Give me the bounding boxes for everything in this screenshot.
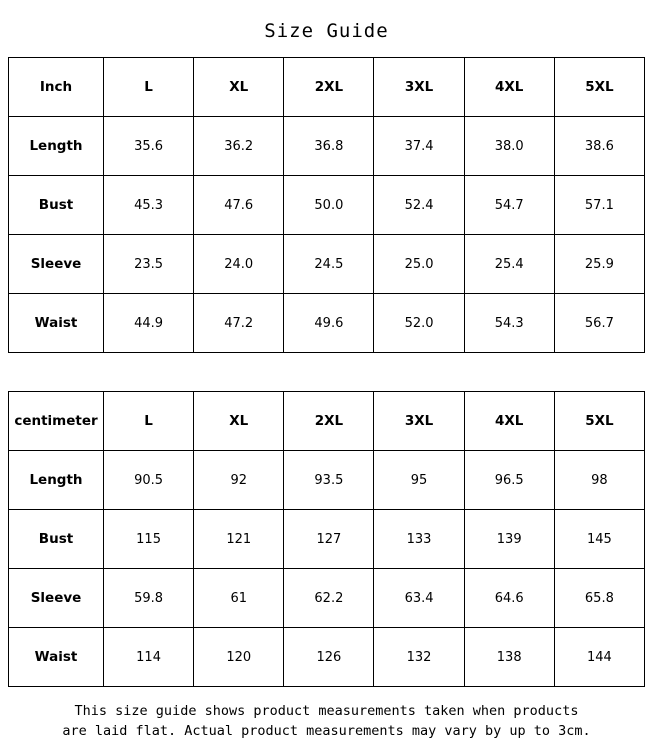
size-table-inch [8,57,645,353]
cell-value: 144 [554,628,644,687]
cell-value: 36.8 [284,117,374,176]
cell-value: 64.6 [464,569,554,628]
cell-value: 98 [554,451,644,510]
table-row [9,510,645,569]
cell-value: 38.6 [554,117,644,176]
cell-value: 54.3 [464,294,554,353]
cell-value: 57.1 [554,176,644,235]
unit-label-inch: Inch [9,58,104,117]
column-header-2xl: 2XL [284,58,374,117]
footnote [0,687,653,741]
cell-value: 61 [194,569,284,628]
table-row [9,628,645,687]
cell-value: 38.0 [464,117,554,176]
cell-value: 37.4 [374,117,464,176]
cell-value: 127 [284,510,374,569]
column-header-3xl: 3XL [374,392,464,451]
cell-value: 24.0 [194,235,284,294]
cell-value: 114 [104,628,194,687]
cell-value: 47.6 [194,176,284,235]
cell-value: 47.2 [194,294,284,353]
cell-value: 139 [464,510,554,569]
page-title: Size Guide [264,20,389,42]
column-header-3xl: 3XL [374,58,464,117]
row-label-bust: Bust [9,510,104,569]
cell-value: 96.5 [464,451,554,510]
row-label-sleeve: Sleeve [9,569,104,628]
cell-value: 54.7 [464,176,554,235]
table-row [9,117,645,176]
table-header-row [9,392,645,451]
cell-value: 132 [374,628,464,687]
cell-value: 52.4 [374,176,464,235]
row-label-waist: Waist [9,294,104,353]
cell-value: 133 [374,510,464,569]
cell-value: 45.3 [104,176,194,235]
cell-value: 90.5 [104,451,194,510]
cell-value: 50.0 [284,176,374,235]
cell-value: 120 [194,628,284,687]
table-row [9,569,645,628]
table-spacer [0,353,653,391]
row-label-length: Length [9,451,104,510]
cell-value: 25.9 [554,235,644,294]
cell-value: 24.5 [284,235,374,294]
row-label-bust: Bust [9,176,104,235]
column-header-xl: XL [194,392,284,451]
cell-value: 52.0 [374,294,464,353]
cell-value: 93.5 [284,451,374,510]
column-header-5xl: 5XL [554,58,644,117]
cell-value: 95 [374,451,464,510]
column-header-l: L [104,392,194,451]
table-row [9,235,645,294]
cell-value: 115 [104,510,194,569]
cell-value: 121 [194,510,284,569]
cell-value: 138 [464,628,554,687]
column-header-4xl: 4XL [464,392,554,451]
cell-value: 92 [194,451,284,510]
cell-value: 25.0 [374,235,464,294]
column-header-5xl: 5XL [554,392,644,451]
cell-value: 59.8 [104,569,194,628]
cell-value: 36.2 [194,117,284,176]
cell-value: 44.9 [104,294,194,353]
cell-value: 23.5 [104,235,194,294]
table-row [9,451,645,510]
table-row [9,176,645,235]
footnote-line-1: This size guide shows product measurements taken when products [74,703,579,719]
unit-label-centimeter: centimeter [9,392,104,451]
footnote-line-2: are laid flat. Actual product measurements may vary by up to 3cm. [62,723,591,739]
cell-value: 49.6 [284,294,374,353]
cell-value: 65.8 [554,569,644,628]
cell-value: 62.2 [284,569,374,628]
column-header-4xl: 4XL [464,58,554,117]
cell-value: 126 [284,628,374,687]
cell-value: 56.7 [554,294,644,353]
row-label-sleeve: Sleeve [9,235,104,294]
column-header-2xl: 2XL [284,392,374,451]
row-label-waist: Waist [9,628,104,687]
column-header-xl: XL [194,58,284,117]
cell-value: 25.4 [464,235,554,294]
size-table-centimeter [8,391,645,687]
table-row [9,294,645,353]
table-header-row [9,58,645,117]
row-label-length: Length [9,117,104,176]
cell-value: 35.6 [104,117,194,176]
column-header-l: L [104,58,194,117]
cell-value: 145 [554,510,644,569]
cell-value: 63.4 [374,569,464,628]
